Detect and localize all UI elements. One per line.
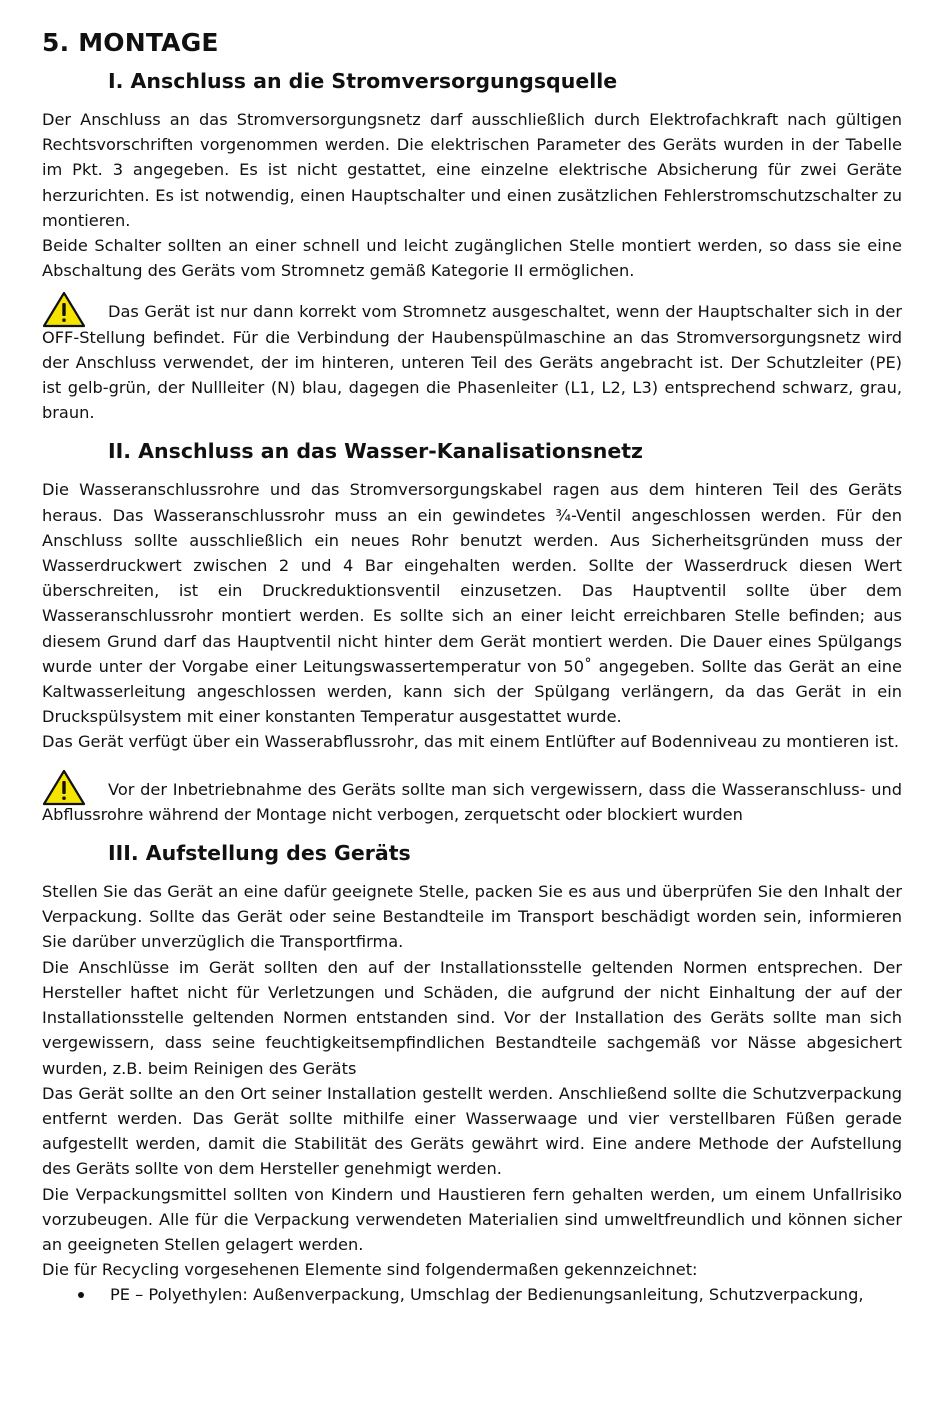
warning-triangle-icon (42, 769, 86, 807)
recycling-list (42, 1282, 902, 1307)
chapter-title: 5. MONTAGE (42, 28, 219, 57)
section-water-drainage (42, 439, 902, 827)
warning-note (42, 299, 902, 425)
warning-text: Vor der Inbetriebnahme des Geräts sollte man sich vergewissern, dass die Wasseranschluss- und Abflussrohre während der Montage nicht verbogen, zerquetscht oder blockiert wurden (42, 779, 902, 824)
list-item-text: PE – Polyethylen: Außenverpackung, Umschlag der Bedienungsanleitung, Schutzverpackung, (110, 1285, 864, 1305)
paragraph: Die Wasseranschlussrohre und das Stromversorgungskabel ragen aus dem hinteren Teil des Geräts heraus. Das Wasseranschlussrohr muss an ein gewindetes ¾-Ventil angeschlossen werden. Für den Anschluss sollte ausschließlich ein neues Rohr benutzt werden. Aus Sicherheitsgründen muss der Wasserdruckwert zwischen 2 und 4 Bar eingehalten werden. Sollte der Wasserdruck diesen Wert überschreiten, ist ein Druckreduktionsventil einzusetzen. Das Hauptventil sollte über dem Wasseranschlussrohr montiert werden. Es sollte sich an einer leicht erreichbaren Stelle befinden; aus diesem Grund darf das Hauptventil nicht hinter dem Gerät montiert werden. Die Dauer eines Spülgangs wurde unter der Vorgabe einer Leitungswassertemperatur von 50˚ angegeben. Sollte das Gerät an eine Kaltwasserleitung angeschlossen werden, kann sich der Spülgang verlängern, da das Gerät in ein Druckspülsystem mit einer konstanten Temperatur ausgestattet wurde. (42, 480, 902, 727)
paragraph: Die Anschlüsse im Gerät sollten den auf der Installationsstelle geltenden Normen entsprechen. Der Hersteller haftet nicht für Verletzungen und Schäden, die aufgrund der nicht Einhaltung der auf der Installationsstelle geltenden Normen entstanden sind. Vor der Installation des Geräts sollte man sich vergewissern, dass seine feuchtigkeitsempfindlichen Bestandteile sachgemäß vor Nässe abgesichert wurden, z.B. beim Reinigen des Geräts (42, 957, 902, 1078)
paragraph: Die Verpackungsmittel sollten von Kindern und Haustieren fern gehalten werden, um einem Unfallrisiko vorzubeugen. Alle für die Verpackung verwendeten Materialien sind umweltfreundlich und können sicher an geeigneten Stellen gelagert werden. (42, 1184, 902, 1254)
paragraph: Das Gerät sollte an den Ort seiner Installation gestellt werden. Anschließend sollte die Schutzverpackung entfernt werden. Das Gerät sollte mithilfe einer Wasserwaage und vier verstellbaren Füßen gerade aufgestellt werden, damit die Stabilität des Geräts gewährt wird. Eine andere Methode der Aufstellung des Geräts sollte von dem Hersteller genehmigt werden. (42, 1083, 902, 1179)
section-heading: II. Anschluss an das Wasser-Kanalisationsnetz (108, 439, 643, 464)
paragraph: Die für Recycling vorgesehenen Elemente sind folgendermaßen gekennzeichnet: (42, 1260, 698, 1280)
section-installation (42, 841, 902, 1307)
section-heading: III. Aufstellung des Geräts (108, 841, 411, 866)
section-power-supply (42, 69, 902, 425)
warning-triangle-icon (42, 291, 86, 329)
list-item (42, 1282, 902, 1307)
paragraph: Das Gerät verfügt über ein Wasserabflussrohr, das mit einem Entlüfter auf Bodenniveau zu montieren ist. (42, 732, 900, 752)
paragraph: Stellen Sie das Gerät an eine dafür geeignete Stelle, packen Sie es aus und überprüfen Sie den Inhalt der Verpackung. Sollte das Gerät oder seine Bestandteile im Transport beschädigt worden sein, informieren Sie darüber unverzüglich die Transportfirma. (42, 882, 902, 952)
paragraph: Der Anschluss an das Stromversorgungsnetz darf ausschließlich durch Elektrofachkraft nach gültigen Rechtsvorschriften vorgenommen werden. Die elektrischen Parameter des Geräts wurden in der Tabelle im Pkt. 3 angegeben. Es ist nicht gestattet, eine einzelne elektrische Absicherung für zwei Geräte herzurichten. Es ist notwendig, einen Hauptschalter und einen zusätzlichen Fehlerstromschutzschalter zu montieren. (42, 110, 902, 230)
warning-note (42, 777, 902, 827)
section-heading: I. Anschluss an die Stromversorgungsquelle (108, 69, 618, 93)
paragraph: Beide Schalter sollten an einer schnell und leicht zugänglichen Stelle montiert werden, so dass sie eine Abschaltung des Geräts vom Stromnetz gemäß Kategorie II ermöglichen. (42, 236, 902, 281)
bullet-dot (78, 1292, 84, 1298)
warning-text: Das Gerät ist nur dann korrekt vom Stromnetz ausgeschaltet, wenn der Hauptschalter sich in der OFF-Stellung befindet. Für die Verbindung der Haubenspülmaschine an das Stromversorgungsnetz wird der Anschluss verwendet, der im hinteren, unteren Teil des Geräts angebracht ist. Der Schutzleiter (PE) ist gelb-grün, der Nullleiter (N) blau, dagegen die Phasenleiter (L1, L2, L3) entsprechend schwarz, grau, braun. (42, 302, 902, 423)
